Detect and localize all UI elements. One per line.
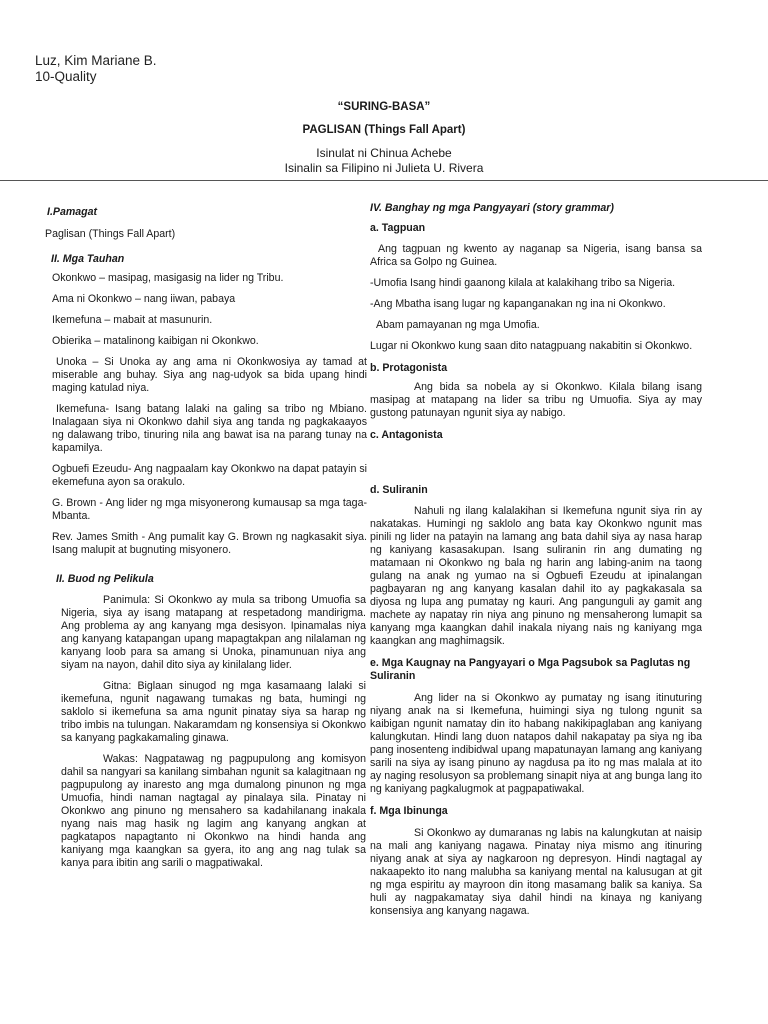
header-divider (0, 180, 768, 181)
translator-line: Isinalin sa Filipino ni Julieta U. Rivera (284, 161, 484, 175)
pamagat-text: Paglisan (Things Fall Apart) (45, 228, 176, 240)
tagpuan-item: -Ang Mbatha isang lugar ng kapanganakan ng ina ni Okonkwo. (370, 298, 666, 310)
tauhan-item: G. Brown - Ang lider ng mga misyonerong kumausap sa mga taga-Mbanta. (52, 497, 367, 522)
tauhan-item: Rev. James Smith - Ang pumalit kay G. Brown ng nagkasakit siya. Isang malupit at bugnuting misyonero. (52, 531, 367, 556)
suliranin-heading: d. Suliranin (370, 484, 428, 496)
tagpuan-item: Ang tagpuan ng kwento ay naganap sa Nigeria, isang bansa sa Africa sa Golpo ng Guinea. (370, 243, 702, 268)
tagpuan-list (370, 243, 702, 353)
right-column (370, 200, 702, 1024)
left-column (47, 200, 367, 870)
document-title: “SURING-BASA” (337, 101, 431, 113)
buod-section (61, 594, 366, 870)
antagonista-heading: c. Antagonista (370, 429, 443, 441)
tauhan-heading: II. Mga Tauhan (51, 253, 125, 265)
buod-paragraph: Gitna: Biglaan sinugod ng mga kasamaang lalaki si ikemefuna, ngunit nagawang tumakas ng bata, humingi ng saklolo si ikemefuna sa ama ngunit pinatay siya sa harap ng tribo imbis na tulungan. Nakaramdam ng konsensiya si Okonkwo sa kanyang pagkakamaling ginawa. (61, 680, 366, 744)
ibinunga-text: Si Okonkwo ay dumaranas ng labis na kalungkutan at naisip na mali ang kaniyang nagawa. Pinatay niya mismo ang itinuring niyang anak at siya ay nagkaroon ng depresyon. Hindi nagtagal ay nakaapekto ito nang malubha sa kaniyang mental na kalusugan at git ng mga espiritu ay mayroon din itong masamang balik sa kaniya. Sa huli ay nagpakamatay siya dahil hindi na kinaya ng kaniyang konsensiya ang kanyang nagawa. (370, 827, 702, 917)
suliranin-text: Nahuli ng ilang kalalakihan si Ikemefuna ngunit siya rin ay nakatakas. Humingi ng saklolo ang bata kay Okonkwo ngunit mas pinili ng lider na patayin na lamang ang bata dahil siya ay nasa harap ng kaniyang kasasakupan. Isang suliranin rin ang dumating ng matamaan ni Okonkwo ng bala ng harin ang labing-anim na taong gulang na anak ng yumao na si Ogbuefi Ezeudu at ipinalangan pagbayaran ng ang kanyang kasalan dahil ito ay pagkakasala sa diyosa ng lupa ang pumatay ng kauri. Ang pangunguli ay gamit ang machete ay napatay rin niya ang pinuno ng mensaherong lumapit sa kanyang mga kaangkan dahil inakala niyang nais ng kaniyang mga kaangkan ang maghimagsik. (370, 505, 702, 647)
buod-heading: II. Buod ng Pelikula (56, 573, 154, 585)
buod-paragraph: Panimula: Si Okonkwo ay mula sa tribong Umuofia sa Nigeria, siya ay isang matapang at respetadong mandirigma. Ang problema ay ang kanyang mga desisyon. Ipinamalas niya ang kanyang katapangan upang mapagtakpan ang nilalaman ng kanyang loob para sa amang si Unoka, pinamunuan niya ang siyam na nayon, dahil dito siya ay kinilalang lider. (61, 594, 366, 671)
tauhan-item: Ama ni Okonkwo – nang iiwan, pabaya (52, 293, 236, 305)
student-section: 10-Quality (35, 69, 97, 84)
tauhan-item: Okonkwo – masipag, masigasig na lider ng Tribu. (52, 272, 284, 284)
student-name: Luz, Kim Mariane B. (35, 53, 157, 68)
document-subtitle: PAGLISAN (Things Fall Apart) (302, 124, 466, 136)
protagonista-text: Ang bida sa nobela ay si Okonkwo. Kilala bilang isang masipag at matapang na lider sa tribu ng Umuofia. Siya ay may gustong patunayan ngunit siya ay nabigo. (370, 381, 702, 419)
tauhan-item: Ikemefuna – mabait at masunurin. (52, 314, 213, 326)
tauhan-item: Ikemefuna- Isang batang lalaki na galing sa tribo ng Mbiano. Inalagaan siya ni Okonkwo dahil siya ang tanda ng pagkakaayos ng dalawang tribo, tinuring nila ang bawat isa na parang tunay na kapamilya. (52, 403, 367, 454)
kaugnay-heading: e. Mga Kaugnay na Pangyayari o Mga Pagsubok sa Paglutas ng Suliranin (370, 657, 691, 682)
tagpuan-item: Abam pamayanan ng mga Umofia. (376, 319, 540, 331)
tauhan-item: Unoka – Si Unoka ay ang ama ni Okonkwosiya ay tamad at miserable ang buhay. Siya ang nag-udyok sa bida upang hindi maging katulad niya. (52, 356, 367, 394)
tagpuan-heading: a. Tagpuan (370, 222, 426, 234)
tagpuan-item: Lugar ni Okonkwo kung saan dito natagpuang nakabitin si Okonkwo. (370, 340, 693, 352)
ibinunga-heading: f. Mga Ibinunga (370, 805, 448, 817)
author-line: Isinulat ni Chinua Achebe (316, 146, 452, 160)
banghay-heading: IV. Banghay ng mga Pangyayari (story grammar) (370, 202, 614, 214)
tagpuan-item: -Umofia Isang hindi gaanong kilala at kalakihang tribo sa Nigeria. (370, 277, 676, 289)
tauhan-list (52, 272, 367, 557)
tauhan-item: Obierika – matalinong kaibigan ni Okonkwo. (52, 335, 259, 347)
pamagat-heading: I.Pamagat (47, 206, 98, 218)
protagonista-heading: b. Protagonista (370, 362, 448, 374)
tauhan-item: Ogbuefi Ezeudu- Ang nagpaalam kay Okonkwo na dapat patayin si ekemefuna ayon sa orakulo. (52, 463, 367, 488)
kaugnay-text: Ang lider na si Okonkwo ay pumatay ng isang itinuturing niyang anak na si Ikemefuna, huimingi siya ng tulong ngunit sa kaibigan ngunit namatay din ito habang nakikipaglaban ang kaniyang kalungkutan. Hindi lang duon natapos dahil nakapatay pa siya ng iba pang inosenteng indibidwal upang mapatunayan lamang ang kaniyang sarili na siya ay isang pinuno ay nagdusa pa ito ng mas malala at ito ay naging resolusyon sa problemang sinapit niya at ang bunga lang ito ng kaniyang pagkalugmok at pagpapatiwakal. (370, 692, 702, 795)
buod-paragraph: Wakas: Nagpatawag ng pagpupulong ang komisyon dahil sa nangyari sa kanilang simbahan ngunit sa kalagitnaan ng pagpupulong ay inaresto ang mga dumalong pinunon ng mga Umuofia, hindi naman nagtagal ay pinalaya sila. Pinatay ni Okonkwo ang pinuno ng mensahero sa kadahilanang inakala nyang nais mag hasik ng lagim ang kanyang angkan at pagkatapos napagtanto ni Okonkwo na hindi handa ang kaniyang mga kaangkan sa gyera, ito ang ang nag tulak sa kanya para ibitin ang sarili o magpatiwakal. (61, 753, 366, 869)
